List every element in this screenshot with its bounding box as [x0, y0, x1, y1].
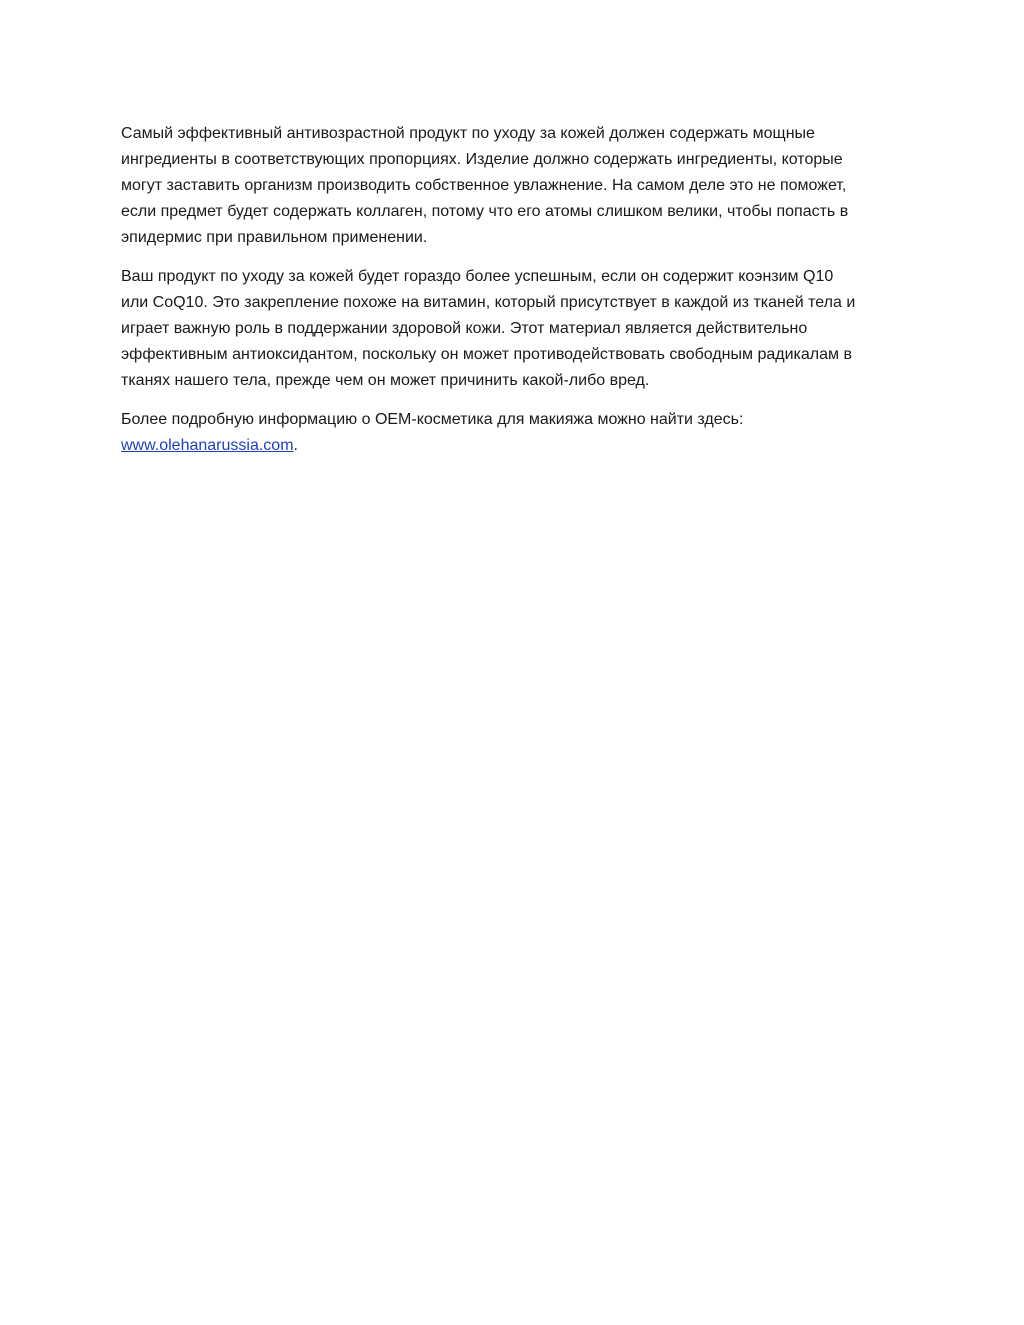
trailing-period: .	[293, 437, 298, 454]
document-body	[121, 121, 911, 472]
website-link[interactable]: www.olehanarussia.com	[121, 437, 294, 454]
paragraph-line: могут заставить организм производить собственное увлажнение. На самом деле это не поможет,	[121, 177, 847, 194]
paragraph-line: играет важную роль в поддержании здоровой кожи. Этот материал является действительно	[121, 320, 808, 337]
paragraph-line: если предмет будет содержать коллаген, потому что его атомы слишком велики, чтобы попасть в	[121, 203, 849, 220]
paragraph-more-info	[121, 407, 911, 459]
paragraph-line: ингредиенты в соответствующих пропорциях. Изделие должно содержать ингредиенты, которые	[121, 151, 843, 168]
paragraph-line: Самый эффективный антивозрастной продукт по уходу за кожей должен содержать мощные	[121, 125, 815, 142]
paragraph-line: эпидермис при правильном применении.	[121, 229, 428, 246]
paragraph-line: эффективным антиоксидантом, поскольку он может противодействовать свободным радикалам в	[121, 346, 852, 363]
more-info-link-line	[121, 433, 911, 459]
more-info-text: Более подробную информацию о OEM-косметика для макияжа можно найти здесь:	[121, 411, 744, 428]
paragraph-line: Ваш продукт по уходу за кожей будет гораздо более успешным, если он содержит коэнзим Q10	[121, 268, 834, 285]
paragraph-2	[121, 264, 911, 394]
paragraph-line: или CoQ10. Это закрепление похоже на витамин, который присутствует в каждой из тканей тела и	[121, 294, 856, 311]
paragraph-1	[121, 121, 911, 251]
paragraph-line: тканях нашего тела, прежде чем он может причинить какой-либо вред.	[121, 372, 650, 389]
